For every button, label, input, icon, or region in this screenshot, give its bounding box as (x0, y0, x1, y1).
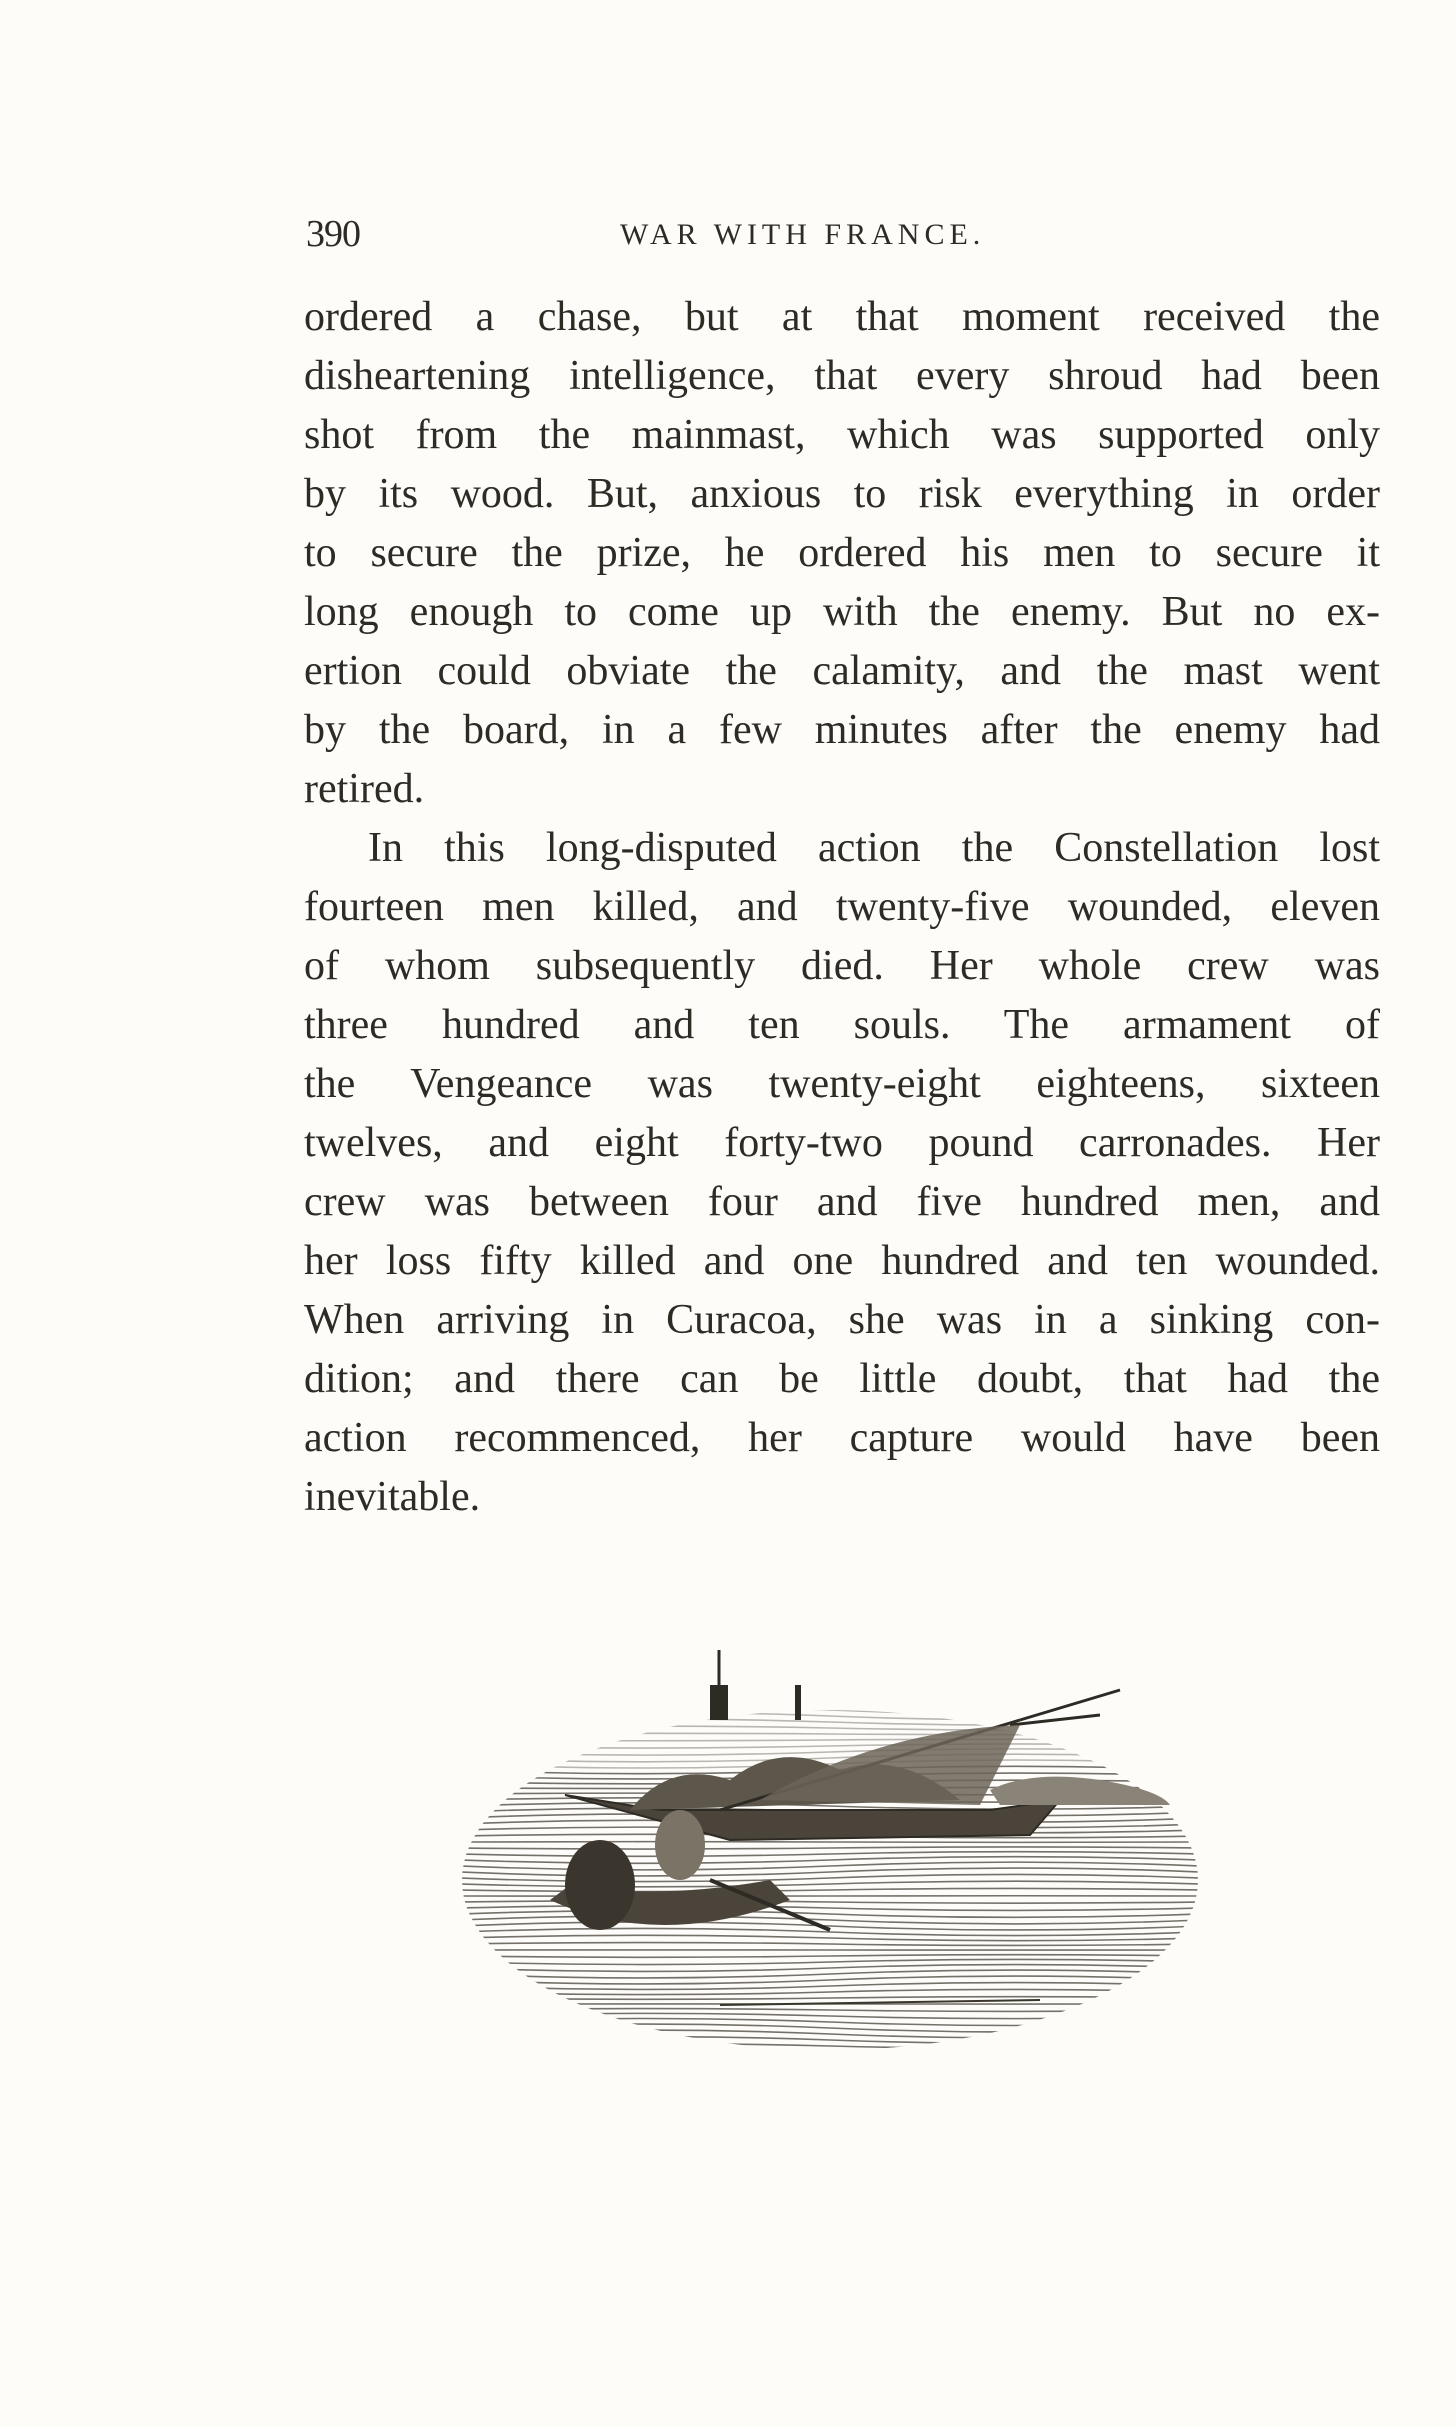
sea-hatch-line (460, 2018, 1200, 2025)
text-line: action recommenced, her capture would have been (304, 1415, 1380, 1461)
text-line: her loss fifty killed and one hundred and ten wounded. (304, 1238, 1380, 1284)
sea-hatch-line (460, 1935, 1200, 1940)
sea-hatch-line (460, 1955, 1200, 1958)
text-line: by its wood. But, anxious to risk everything in order (304, 471, 1380, 517)
sea-hatch-line (460, 2037, 1200, 2044)
text-line: retired. (304, 766, 425, 812)
sea-hatch-line (460, 2009, 1200, 2012)
sea-hatch-line (460, 1733, 1200, 1734)
sea-hatch-line (460, 1997, 1200, 2000)
sea-hatch-line (460, 2024, 1200, 2032)
sea-hatch-line (460, 1726, 1200, 1730)
sea-hatch-line (460, 1744, 1200, 1748)
text-line: crew was between four and five hundred men, and (304, 1179, 1380, 1225)
engraving-boats-at-sea (460, 1630, 1200, 2070)
sea-hatch-line (460, 1989, 1200, 1994)
text-line: dition; and there can be little doubt, that had the (304, 1356, 1380, 1402)
sea-hatch-line (460, 2013, 1200, 2018)
sea-hatch-line (460, 1706, 1200, 1714)
sea-hatch-line (460, 2030, 1200, 2038)
text-line: disheartening intelligence, that every shroud had been (304, 353, 1380, 399)
text-line: ertion could obviate the calamity, and the mast went (304, 648, 1380, 694)
text-line: of whom subsequently died. Her whole crew was (304, 943, 1380, 989)
sea-hatch-line (460, 1749, 1200, 1755)
text-line: In this long-disputed action the Constellation lost (368, 825, 1380, 871)
text-line: twelves, and eight forty-two pound carronades. Her (304, 1120, 1380, 1166)
body-text (304, 288, 1380, 1527)
paragraph-1 (304, 288, 1380, 819)
sea-hatch-line (460, 1959, 1200, 1964)
sea-hatch-line (460, 1852, 1200, 1857)
text-line: three hundred and ten souls. The armament of (304, 1002, 1380, 1048)
paragraph-2 (304, 819, 1380, 1527)
sea-hatch-line (460, 1842, 1200, 1843)
text-line: long enough to come up with the enemy. But no ex- (304, 589, 1380, 635)
sea-hatch-line (460, 1739, 1200, 1740)
sea-hatch-line (460, 1847, 1200, 1849)
sea-hatch-line (460, 1943, 1200, 1946)
sea-hatch-line (460, 2051, 1200, 2053)
text-line: by the board, in a few minutes after the enemy had (304, 707, 1380, 753)
text-line: the Vengeance was twenty-eight eighteens, sixteen (304, 1061, 1380, 1107)
sea-hatch-line (460, 2044, 1200, 2049)
text-line: to secure the prize, he ordered his men to secure it (304, 530, 1380, 576)
page-number: 390 (306, 213, 360, 255)
text-line: shot from the mainmast, which was supported only (304, 412, 1380, 458)
text-line: fourteen men killed, and twenty-five wounded, eleven (304, 884, 1380, 930)
text-line: When arriving in Curacoa, she was in a sinking con- (304, 1297, 1380, 1343)
text-line: inevitable. (304, 1474, 481, 1520)
sea-hatch-line (460, 1719, 1200, 1725)
text-line: ordered a chase, but at that moment received the (304, 294, 1380, 340)
running-title: WAR WITH FRANCE. (620, 218, 986, 251)
